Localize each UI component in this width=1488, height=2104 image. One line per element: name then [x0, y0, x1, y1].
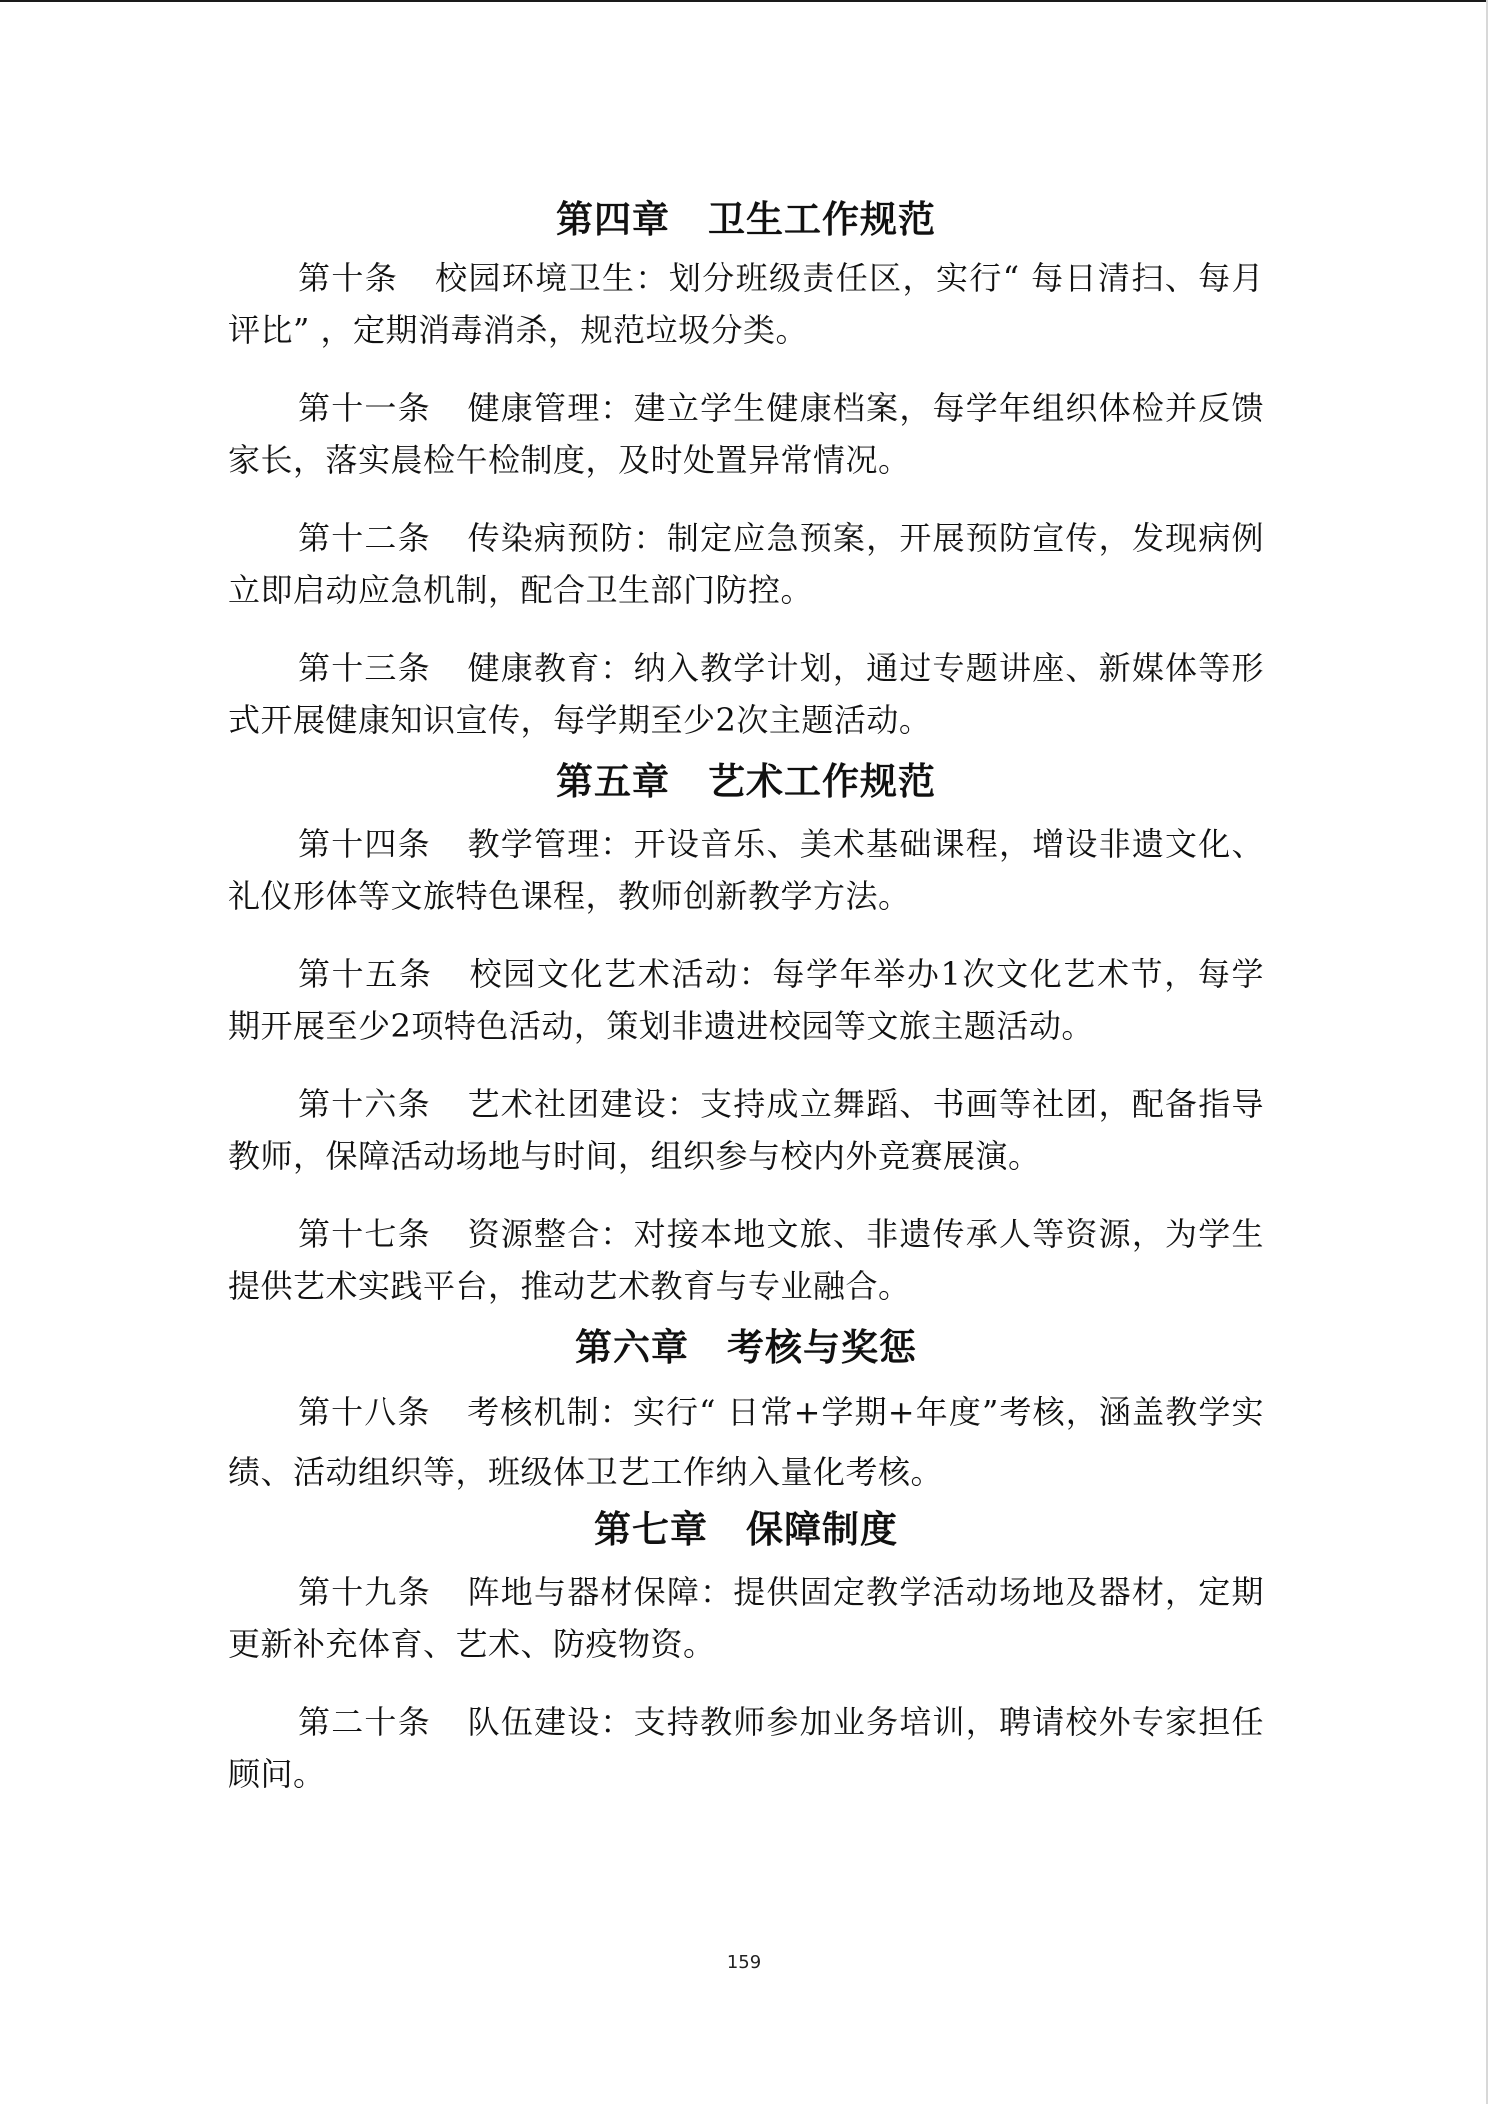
article-paragraph [228, 1696, 1264, 1800]
article-paragraph [228, 382, 1264, 486]
article-number: 第十八条 [298, 1393, 431, 1431]
article-paragraph [228, 1382, 1264, 1502]
page-top-border [0, 0, 1488, 2]
chapter-title [228, 196, 1264, 244]
article-text: 传染病预防：制定应急预案，开展预防宣传，发现病例立即启动应急机制，配合卫生部门防控。 [228, 519, 1264, 609]
chapter-number: 第六章 [575, 1326, 689, 1369]
article-text: 教学管理：开设音乐、美术基础课程，增设非遗文化、礼仪形体等文旅特色课程，教师创新教学方法。 [228, 825, 1264, 915]
chapter-number: 第四章 [556, 198, 670, 241]
article-number: 第十五条 [298, 955, 433, 993]
chapter-name: 考核与奖惩 [727, 1326, 917, 1369]
article-text: 校园环境卫生：划分班级责任区，实行“ 每日清扫、每月评比” ，定期消毒消杀，规范垃圾分类。 [228, 259, 1264, 349]
page-number: 159 [726, 1952, 762, 1973]
article-text: 队伍建设：支持教师参加业务培训，聘请校外专家担任顾问。 [228, 1703, 1264, 1793]
article-number: 第十二条 [298, 519, 431, 557]
article-paragraph [228, 512, 1264, 616]
document-body [228, 196, 1264, 1800]
article-text: 资源整合：对接本地文旅、非遗传承人等资源，为学生提供艺术实践平台，推动艺术教育与专业融合。 [228, 1215, 1264, 1305]
article-paragraph [228, 1078, 1264, 1182]
chapter-number: 第五章 [556, 760, 670, 803]
chapter-name: 卫生工作规范 [708, 198, 936, 241]
article-number: 第十九条 [298, 1573, 431, 1611]
chapter-name: 保障制度 [746, 1508, 898, 1551]
article-text: 健康教育：纳入教学计划，通过专题讲座、新媒体等形式开展健康知识宣传，每学期至少2次主题活动。 [228, 649, 1264, 739]
article-paragraph [228, 252, 1264, 356]
article-paragraph [228, 642, 1264, 746]
chapter-title [228, 758, 1264, 806]
article-text: 健康管理：建立学生健康档案，每学年组织体检并反馈家长，落实晨检午检制度，及时处置异常情况。 [228, 389, 1264, 479]
article-text: 校园文化艺术活动：每学年举办1次文化艺术节，每学期开展至少2项特色活动，策划非遗进校园等文旅主题活动。 [228, 955, 1264, 1045]
article-paragraph [228, 1566, 1264, 1670]
article-text: 阵地与器材保障：提供固定教学活动场地及器材，定期更新补充体育、艺术、防疫物资。 [228, 1573, 1264, 1663]
article-paragraph [228, 948, 1264, 1052]
article-paragraph [228, 1208, 1264, 1312]
chapter-title [228, 1506, 1264, 1554]
chapter-number: 第七章 [594, 1508, 708, 1551]
chapter-title [228, 1324, 1264, 1372]
article-number: 第十六条 [298, 1085, 431, 1123]
article-text: 考核机制：实行“ 日常+学期+年度”考核，涵盖教学实绩、活动组织等，班级体卫艺工作纳入量化考核。 [228, 1393, 1264, 1491]
article-number: 第十三条 [298, 649, 431, 687]
article-number: 第十一条 [298, 389, 431, 427]
article-text: 艺术社团建设：支持成立舞蹈、书画等社团，配备指导教师，保障活动场地与时间，组织参与校内外竞赛展演。 [228, 1085, 1264, 1175]
article-number: 第二十条 [298, 1703, 431, 1741]
article-paragraph [228, 818, 1264, 922]
chapter-name: 艺术工作规范 [708, 760, 936, 803]
article-number: 第十四条 [298, 825, 431, 863]
article-number: 第十七条 [298, 1215, 431, 1253]
article-number: 第十条 [298, 259, 399, 297]
